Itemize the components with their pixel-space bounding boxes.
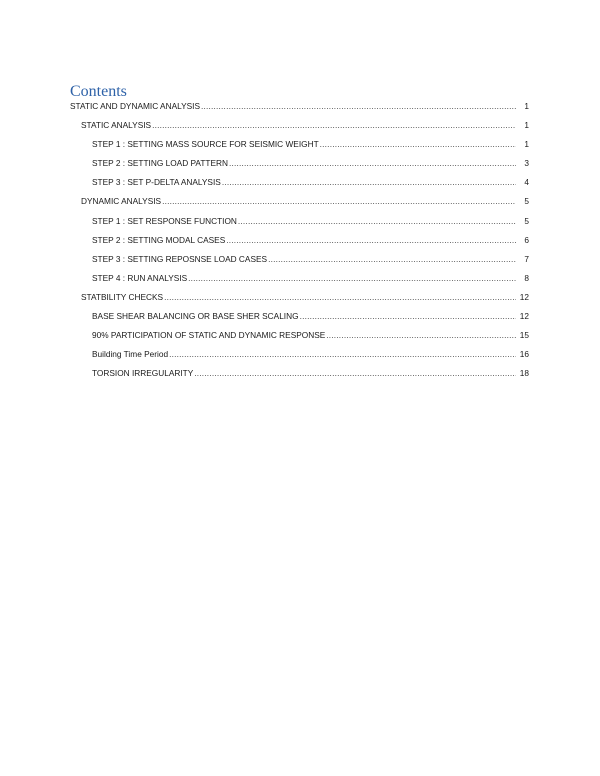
toc-entry-label: STEP 1 : SETTING MASS SOURCE FOR SEISMIC WEIGHT — [92, 139, 319, 150]
toc-page-number: 18 — [519, 368, 529, 379]
toc-dot-leader — [162, 196, 516, 206]
toc-entry-label: STEP 3 : SETTING REPOSNSE LOAD CASES — [92, 253, 268, 264]
toc-entry[interactable] — [0, 311, 600, 330]
toc-dot-leader — [320, 139, 516, 149]
toc-entry-label: STEP 1 : SET RESPONSE FUNCTION — [92, 215, 237, 226]
toc-entry-label: TORSION IRREGULARITY — [92, 368, 194, 379]
toc-entry-label: STEP 2 : SETTING LOAD PATTERN — [92, 158, 229, 169]
toc-page-number: 7 — [524, 253, 529, 264]
toc-dot-leader — [238, 216, 516, 226]
toc-entry[interactable] — [0, 273, 600, 292]
toc-entry[interactable] — [0, 196, 600, 215]
toc-dot-leader — [268, 254, 516, 264]
toc-entry[interactable] — [0, 254, 600, 273]
toc-entry-label: Building Time Period — [92, 349, 169, 360]
toc-entry[interactable] — [0, 330, 600, 349]
toc-entry[interactable] — [0, 158, 600, 177]
table-of-contents — [0, 101, 600, 387]
toc-page-number: 12 — [519, 311, 529, 322]
toc-dot-leader — [188, 273, 516, 283]
toc-dot-leader — [164, 292, 516, 302]
toc-entry-label: STEP 3 : SET P-DELTA ANALYSIS — [92, 177, 221, 188]
toc-page-number: 1 — [524, 139, 529, 150]
toc-entry[interactable] — [0, 177, 600, 196]
toc-entry[interactable] — [0, 292, 600, 311]
toc-entry-label: DYNAMIC ANALYSIS — [81, 196, 162, 207]
toc-page-number: 5 — [524, 196, 529, 207]
toc-entry-label: STATIC AND DYNAMIC ANALYSIS — [70, 101, 201, 111]
toc-entry[interactable] — [0, 120, 600, 139]
toc-dot-leader — [229, 158, 516, 168]
toc-entry-label: 90% PARTICIPATION OF STATIC AND DYNAMIC RESPONSE — [92, 330, 326, 341]
toc-page-number: 12 — [519, 291, 529, 302]
toc-entry-label: STATIC ANALYSIS — [81, 120, 152, 131]
toc-entry-label: STEP 2 : SETTING MODAL CASES — [92, 234, 226, 245]
toc-entry[interactable] — [0, 368, 600, 387]
toc-dot-leader — [222, 177, 516, 187]
toc-entry[interactable] — [0, 349, 600, 368]
toc-entry-label: STATBILITY CHECKS — [81, 291, 164, 302]
toc-entry[interactable] — [0, 216, 600, 235]
toc-dot-leader — [201, 101, 516, 111]
toc-dot-leader — [152, 120, 516, 130]
toc-dot-leader — [194, 368, 516, 378]
toc-page-number: 16 — [519, 349, 529, 360]
toc-page-number: 15 — [519, 330, 529, 341]
toc-dot-leader — [169, 349, 516, 359]
toc-entry[interactable] — [0, 235, 600, 254]
toc-entry[interactable] — [0, 101, 600, 120]
toc-entry-label: STEP 4 : RUN ANALYSIS — [92, 272, 188, 283]
toc-dot-leader — [326, 330, 516, 340]
toc-page-number: 5 — [524, 215, 529, 226]
toc-page-number: 8 — [524, 272, 529, 283]
toc-dot-leader — [226, 235, 516, 245]
toc-page-number: 1 — [524, 120, 529, 131]
toc-entry-label: BASE SHEAR BALANCING OR BASE SHER SCALING — [92, 311, 299, 322]
toc-entry[interactable] — [0, 139, 600, 158]
toc-page-number: 3 — [524, 158, 529, 169]
toc-page-number: 6 — [524, 234, 529, 245]
toc-page-number: 4 — [524, 177, 529, 188]
toc-page-number: 1 — [524, 101, 529, 111]
toc-title: Contents — [70, 83, 127, 100]
toc-dot-leader — [300, 311, 516, 321]
